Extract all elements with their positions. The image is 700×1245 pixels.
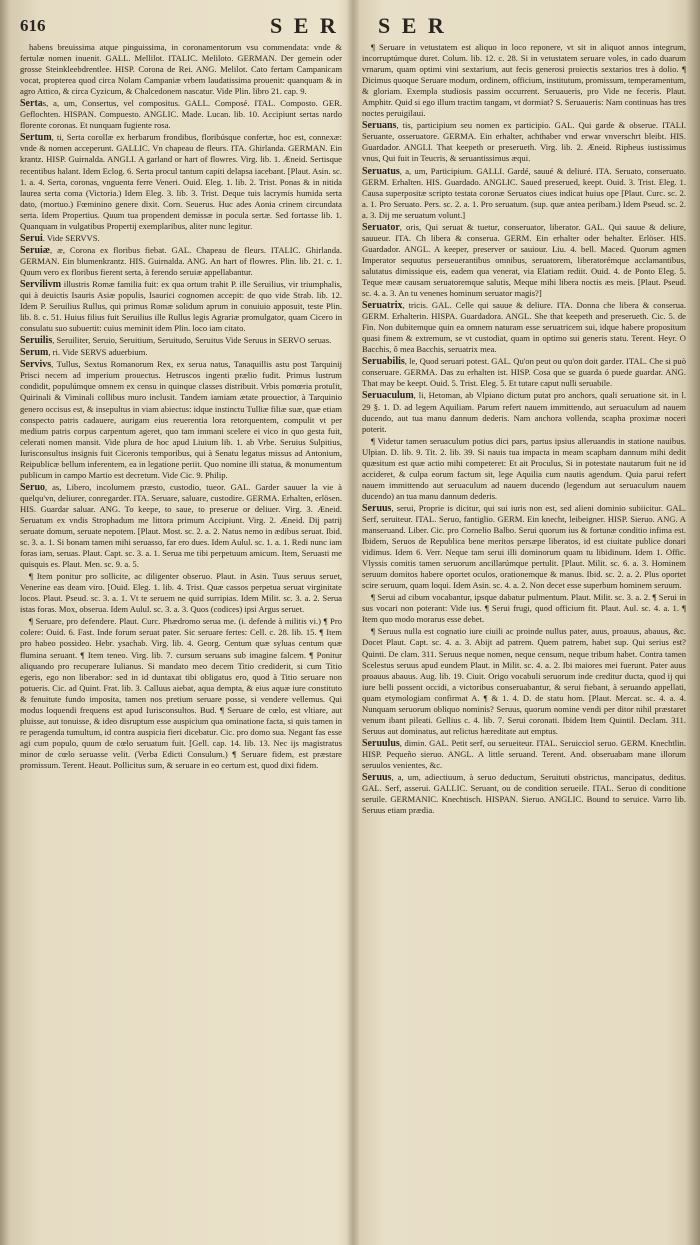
entry-headword: Seruiæ xyxy=(20,244,50,256)
entry-headword: Serum xyxy=(20,347,49,359)
entry-text: , Seruiliter, Seruio, Seruitium, Seruitudo, Seruitus Vide Seruus in SERVO seruas. xyxy=(52,335,332,346)
entry-text: ¶ Seruare in vetustatem est aliquo in loco reponere, vt sit in aliquot annos integrum, incorruptúmque duret. Colum. lib. 12. c. 28. Si in vetustatem seruare voles, in cado duarum vrnarum, quam optimi vini sextarium, aut fecis generosi proiectis sextarios tres à dolio. ¶ Dicimus quoque Seruare modum, ordinem, officium, institutum, promissum, temperamentum, & gloriam. Exempla studiosis passim occurrent. Seruaueris, pro Vide ne feceris. Plaut. Amphitr. Quid si ego illum tractim tangam, vt dormiat? S. Seruaueris: Nam continuas has tres noctes peruigilaui. xyxy=(362,42,686,119)
entry-text: , serui, Proprie is dicitur, qui sui iuris non est, sed alieni dominio subiicitur. GAL. Serf, seruiteur. ITAL. Seruo, fantiglio. GERM. Ein knecht, leibeigner. HISP. Sieruo. ANG. A manseruand. Liber. Cic. pro Cornelio Balbo. Serui quorum ius & fortunæ conditio infima est. Ibidem, Seruos de Republica bene meritos persæpe liberatos, id est ciuitate publice donari vidimus. Idem 6. Verr. Neque tam serui illi dominorum quam tu libidinum. Idem 1. Offic. Vlyssis comitis tamen seruorum ancillarúmque pertulit. [Plaut. Milit. sc. 6. a. 3. Hominem seruum domitos habere oportet oculos, orationemque & manus. Ibid. sc. 2. a. 2. Plus oportet scire seruum, quam loqui. Idem Asin. sc. 4. a. 2. Non decet esse superbum hominem seruum. xyxy=(362,502,686,591)
dictionary-entry xyxy=(362,390,686,434)
column-gutter xyxy=(346,0,360,1245)
entry-text: , le, Quod seruari potest. GAL. Qu'on peut ou qu'on doit garder. ITAL. Che si può conseruare. GERMA. Das zu erhalten ist. HISP. Cosa que se guarda ó puede guardar. ANG. That may be keept. Ouid. 5. Trist. Eleg. 5. Et tutare caput nulli seruabile. xyxy=(362,356,686,389)
entry-text: ¶ Seruus nulla est cognatio iure ciuili ac proinde nullus pater, auus, proauus, abauus, &c. Docet Plaut. Capt. sc. 4. a. 3. Abijt ad patrem. Quem patrem, habet sup. Qui serius est? Quinti. De clam. 311. Seruus neque nomen, neque censum, neque tribum habet. Contra tamen Scelestus seruus apud eundem Plaut. in Milit. sc. 4. a. 2. Ibi maiores mei fuerunt. Pater auus proauus abauus. Aug. lib. 19. Ciuit. Origo vocabuli seruorum inde creditur ducta, quod ij qui iure belli possent occidi, a victoribus conseruabantur, & serui fiebant, à seruando appellati, quam etymologiam confirmat A. ¶ & 1. 4. D. de statu hom. [Plaut. Mercat. sc. 4. a. 4. Nunquam seruorum obliquo nominis? Seruus, quorum nomine vendi per ditor nihil præstaret venum ibant pileati. Gellius c. 4. lib. 7. Serui coronati. Ibidem Item Quintil. Declam. 311. Seruus aut dominatus, aut relictus hæreditate aut emptus. xyxy=(362,626,686,736)
entry-headword: Serta xyxy=(20,98,43,110)
dictionary-entry xyxy=(20,347,342,358)
entry-headword: Servilivm xyxy=(20,278,62,290)
entry-headword: Seruaculum xyxy=(362,390,414,402)
page-edge-shadow xyxy=(686,0,700,1245)
left-text-column xyxy=(20,42,342,1222)
entry-text: , tricis. GAL. Celle qui sauue & deliure. ITA. Donna che libera & conserua. GERM. Erhalterin. HISPA. Guardadora. ANGL. She that keepeth and preserueth. Cic. 5. de Fin. Non dubitemque quin ea omnem naturam esse seruatricem sui, idque habere propositum quasi finem & extremum, se vt custodiat, quam in optimo sui generis statu. Terent. Heyr. O Bacchis, ô mea Bacchis, seruatrix mea. xyxy=(362,300,686,355)
dictionary-entry xyxy=(20,245,342,278)
entry-text: ¶ Videtur tamen seruaculum potius dici pars, partus ipsius alleruandis in statione nauibus. Ulpian. D. lib. 9. Tit. 2. lib. 39. Si nauis tua impacta in meam scapham dannum mihi dedit quæsitum est quæ actio mihi competeret: Et ait Proculus, Si in potestate nautarum fuit ne id accideret, & culpa eorum factum sit, lege Aquilia cum nautis agendum. Quia parui refert nauem immittendo aut seruaculum ad nauem ducendo (legendum aut seruaculum nauem ducendo) an tua manu dannum dederis. xyxy=(362,435,686,501)
dictionary-entry xyxy=(362,120,686,164)
dictionary-entry xyxy=(362,42,686,119)
entry-headword: Seruatus xyxy=(362,165,400,177)
entry-headword: Seruulus xyxy=(362,737,400,749)
entry-text: s, a, um, Consertus, vel compositus. GALL. Composé. ITAL. Composto. GER. Geflochten. HISPAN. Compuesto. ANGLIC. Made. Lucan. lib. 10. Accipiunt sertas nardo florente coronas. Et nunquam fugiente rosa. xyxy=(20,98,342,131)
dictionary-entry xyxy=(362,738,686,771)
entry-headword: Seruatrix xyxy=(362,300,403,312)
entry-text: ¶ Seruare, pro defendere. Plaut. Curc. Phædromo serua me. (i. defende à militis vi.) ¶ Pro colere: Ouid. 6. Fast. Inde forum seruat pater. Sic seruare fertes: Cell. c. 28. lib. 15. ¶ Item pro habeo possideo. Hebr. ysachab. Virg. lib. 4. Georg. Centum quæ syluas centum quæ flumina seruant. ¶ Item teneo. Virg. lib. 7. cursum seruans sub imagine falcem. ¶ Ponitur aliquando pro recuperare Iulianus. Si mandato meo decem Titio crediderit, si cum Titio egeris, ego non liberabor: sed in id duntaxat tibi obligatus ero, quod à Titio seruare non potueris. Cic. ad Quint. Frat. lib. 3. Calluus aiebat, aqua dempta, & eius aquæ iure constituto & fenuitute fundo imposita, tamen nos pretium seruare posse, si vendere vellemus. Qui modus loquendi frequens est apud Iurisconsultos. Bud. ¶ Seruare de cœlo, est vltiare, aut pluisse, aut tonuisse, & ideo disruptum esse auspicium qua ominatione facta, si quis tamen in re peragenda tumultum, id contra auspicia fieri dicebatur. Cic. pro domo sua. Negant fas esse agi cum populo, quum de cœlo seruatum fuit. [Gell. cap. 14. lib. 13. Nec ijs magistratus minor de cœlo seruasse velit. (Verba Edicti Consulum.) ¶ Seruare fidem, est præstare promissum. Terent. Heaut. Pollicitus sum, & seruare in eo certum est, quod dixi fidem. xyxy=(20,616,342,770)
right-text-column xyxy=(362,42,686,1222)
page-edge-shadow xyxy=(0,0,10,1245)
dictionary-entry xyxy=(20,132,342,231)
dictionary-entry xyxy=(362,166,686,221)
entry-headword: Seruus xyxy=(362,502,392,514)
entry-headword: Seruilis xyxy=(20,335,53,347)
entry-text: , ri. Vide SERVS aduerbium. xyxy=(48,347,148,358)
entry-text: , as, Libero, incolumem præsto, custodio, tueor. GAL. Garder sauuer la vie à quelqu'vn, deliurer, conregarder. ITA. Seruare, saluare, custodire. GERMA. Erhalten, erlösen. HIS. Guardar saluar. ANG. To keepe, to saue, to preserue or deliuer. Virg. 3. Æneid. Seruatum ex vndis Strophadum me littora primum Accipiunt. Virg. 2. Æneid. Dij patrij seruate domum, seruate nepotem. [Plaut. Most. sc. 2. a. 2. Natus nemo in ædibus seruat. Ibid. sc. 3. a. 1. Si bonam tamen mihi seruasso, far ero dues. Idem Aulul. sc. 1. a. 1. Redi nunc iam foras iam, seruas. Plaut. Capt. sc. 3. a. 1. Serua me tibi perpetuum amicum. Item, Seruasti me quisquis es. Plaut. Men. sc. 9. a. 5. xyxy=(20,481,342,570)
entry-headword: Servivs xyxy=(20,359,52,371)
entry-text: habens breuissima atque pinguissima, in coronamentorum vsu commendata: vnde & fertulæ nomen inuenit. GALL. Mellilot. ITALIC. Meliloto. GERMAN. Der gemein oder grosse Steinkleebdrentlee. HISP. Corona de Rei. ANG. Melilot. Cato fertam Campanicam vocat, propterea quod circa Nolam Campaniæ vrbem laudatissima prouenit: quanquam & in agro Attico, & circa Cyzicum, & Chalcedonem nascatur. Vide Plin. libro 21. cap. 9. xyxy=(20,42,342,97)
dictionary-entry xyxy=(20,482,342,570)
entry-text: , a, um, adiectiuum, à seruo deductum, Seruituti obstrictus, mancipatus, deditus. GAL. Serf, asserui. GALLIC. Seruant, ou de condition serueile. ITAL. Seruo di conditione seruile. GERMANIC. Knechtisch. HISPAN. Sieruo. ANGLIC. Bound to seruice. Varro lib. Seruus etiam prædia. xyxy=(362,772,686,816)
entry-text: , æ, Corona ex floribus fiebat. GAL. Chapeau de fleurs. ITALIC. Ghirlanda. GERMAN. Ein blumenkrantz. HIS. Guirnalda. ANG. An hart of flowres. Plin. lib. 21. c. 1. Quum vero ex floribus fierent serta, à ferendo seruiæ appellabantur. xyxy=(20,244,342,277)
dictionary-entry xyxy=(362,626,686,736)
dictionary-entry xyxy=(20,233,342,244)
dictionary-entry xyxy=(362,436,686,502)
dictionary-entry xyxy=(362,592,686,625)
entry-headword: Seruator xyxy=(362,221,400,233)
entry-headword: Seruabilis xyxy=(362,356,405,368)
entry-text: , ti, Serta corollæ ex herbarum frondibus, floribúsque confertæ, hoc est, connexæ: vnde & nomen acceperunt. GALLIC. Vn chapeau de fleurs. ITA. Ghirlanda. GERMAN. Ein krantz. HISP. Guirnalda. ANGLI. A garland or hart of flowres. Virg. lib. 1. Æneid. Sertisque recentibus halant. Idem Eclog. 6. Serta procul tantum capiti delapsa iacebant. [Plaut. Asin. sc. 1. a. 4. Serta, coronas, vnguenta ferre Veneri. Ouid. Eleg. 1. lib. 2. Trist. Ponas & in nitida laurea serta coma (Victoria.) Idem Eleg. 3. lib. 3. Trist. Deque tuis lacrymis humida serta dato, (mortuo.) Fœminino genere dixit. Corn. Seuerus. Huc ades Aonia crinem circundata serta. Idem Propertius. Quum tua propendent demissæ in pocula sertæ. Sed fortasse lib. 1. Quanquam in vulgatibus Propertij exemplaribus, aliter nunc legitur. xyxy=(20,132,342,231)
dictionary-entry xyxy=(20,335,342,346)
entry-text: ¶ Serui ad cibum vocabantur, ipsque dabatur pulmentum. Plaut. Milit. sc. 3. a. 2. ¶ Serui in sus vocari non poterant: Vide ius. ¶ Serui frugi, quod officium fit. Plaut. Aul. sc. 4. a. 1. ¶ Item quo modo morarus esse debet. xyxy=(362,592,686,625)
dictionary-entry xyxy=(362,356,686,389)
dictionary-entry xyxy=(20,616,342,771)
entry-headword: Sertum xyxy=(20,132,52,144)
entry-text: , a, um, Participium. GALLI. Gardé, sauué & deliuré. ITA. Seruato, conseruato. GERM. Erhalten. HIS. Guardado. ANGLIC. Saued preserued, keept. Ouid. 3. Trist. Eleg. 1. Causa superpositæ scripto testata coronæ Seruatos ciues indicat huius ope [Plaut. Curc. sc. 2. a. 1. Pro Seruato. Pers. sc. 2. a. 1. Pro seruatum. (sup. quæ antea peribam.) Idem Pseud. sc. 2. a. 3. Dij me seruatum volunt.] xyxy=(362,165,686,220)
entry-headword: Seruus xyxy=(362,772,392,784)
entry-text: ¶ Item ponitur pro sollicite, ac diligenter obseruo. Plaut. in Asin. Tuus seruus seruet, Venerine eas deam viro. [Ouid. Eleg. 1. lib. 4. Trist. Quæ cassos perpetua seruat virginitate locos. Plaut. Pseud. sc. 3. a. 1. Vt te seruem ne quid surripias. Idem Milit. sc. 3. a. 2. Serua istas foras. Mox, obserua. Idem Aulul. sc. 3. a. 3. Quos (codices) ipsi Argus seruet. xyxy=(20,571,342,615)
entry-text: , tis, participium seu nomen ex participio. GAL. Qui garde & obserue. ITALI. Seruante, osseruatore. GERMA. Ein erhalter, achthaber vnd erwar vnverschrt bleibt. HIS. Guardador. ANGLI. That keepeth or preserueth. Virg. lib. 2. Æneid. Ripheus iustissimus vnus, Qui fuit in Teucris, & seruantissimus æqui. xyxy=(362,120,686,164)
running-head: S E R xyxy=(270,13,339,38)
entry-text: , oris, Qui seruat & tuetur, conseruator, liberator. GAL. Qui sauue & deliure, sauueur. ITA. Ch libera & conserua. GERM. Ein erhalter oder behalter. Erlöser. HIS. Guardador. ANGL. A keeper, preserver or sauiour. Liu. 4. bell. Maced. Quorum agmen Imperator sequutus perseuerantibus omnibus, seruatorem, liberatorémque acclamantibus, salutatus dimissique eis, eadem qua venerat, via Elatiam rediit. Ouid. 4. de Ponto Eleg. 5. Teque meæ causam seruatoremque salutis, Meque mihi libera noctis æs meis. [Plaut. Pseud. sc. 4. a. 3. An tu venenes hominum seruator magis?] xyxy=(362,221,686,299)
dictionary-entry xyxy=(20,359,342,481)
dictionary-entry xyxy=(20,279,342,334)
entry-text: . Vide SERVVS. xyxy=(42,232,100,243)
page-number: 616 xyxy=(20,16,46,35)
dictionary-entry xyxy=(20,98,342,131)
entry-headword: Seruo xyxy=(20,481,45,493)
entry-text: , Tullus, Sextus Romanorum Rex, ex serua natus, Tanaquillis astu post Tarquinij Prisci necem ad imperium prouectus. Hetruscos ingenti prælio fudit. Primus lustrum condidit, populúmque omnem ex censu in quinque classes distribuit. Vrbis pomœria protulit, Quirinali & Viminali collibus muro inclusit. Tandem iamiam ætate prouectior, à Tarquinio genero occisus est, & insepultus in viam abiectus: idque instinctu Tulliæ filiæ suæ, quæ etiam conspecto patris cadauere, aurigam eius reuerentia lora retorquentem, compulit vt per medium patris corpus carpentum ageret, quo tam immani scelere ei vico in quo gesta fuit, celerati nomen mansit. Vide plura de hoc apud Liuium lib. 1. ab Vrbe. Seruius Sulpitius, Iurisconsultus insignis fuit Ciceronis temporibus, qui à Senatu legatus missus ad Antonium, Reipublicæ bellum inferentem, ea in legatione periit. Quo nomine illi statua, & monumentum publicum in campo Martio est decretum. Vide Cic. 9. Philip. xyxy=(20,359,342,480)
dictionary-entry xyxy=(20,42,342,97)
entry-headword: Seruans xyxy=(362,120,397,132)
dictionary-entry xyxy=(362,300,686,355)
dictionary-entry xyxy=(20,571,342,615)
entry-headword: Serui xyxy=(20,232,43,244)
dictionary-entry xyxy=(362,503,686,591)
entry-text: , dimin. GAL. Petit serf, ou serueiteur. ITAL. Seruicciol seruo. GERM. Knechtlin. HISP. Pequeño sieruo. ANGL. A little seruand. Terent. And. obseruabam mane illorum seruulos venientes, &c. xyxy=(362,737,686,770)
entry-text: illustris Romæ familia fuit: ex qua ortum trahit P. ille Seruilius, vir triumphalis, qui à deuictis Isauris Asiæ populis, Isaurici cognomen accepit: de quo vide Strab. lib. 12. Idem P. Seruilius Rullus, qui primus Romæ solidum aprum in conuiuio apposuit, teste Plin. lib. 8. c. 51. Huius filius fuit Seruilius ille Rullus legis Agrariæ promulgator, quam Cicero in consulatu suo subuertit: cuius meminit idem Plin. loco iam citato. xyxy=(20,278,342,334)
dictionary-entry xyxy=(362,772,686,816)
running-head: S E R xyxy=(378,13,447,38)
dictionary-entry xyxy=(362,222,686,299)
entry-text: , li, Hetoman, ab Vlpiano dictum putat pro anchors, quali seruatione sit. in l. 29 §. 1. D. ad legem Aquiliam. Parum refert nauem immittendo, aut seruaculum ad nauem ducendo, aut tua manu dannum dederis. Nam anchora vollenda, scapha proximæ noceri poterit. xyxy=(362,390,686,434)
page-header xyxy=(0,13,700,38)
